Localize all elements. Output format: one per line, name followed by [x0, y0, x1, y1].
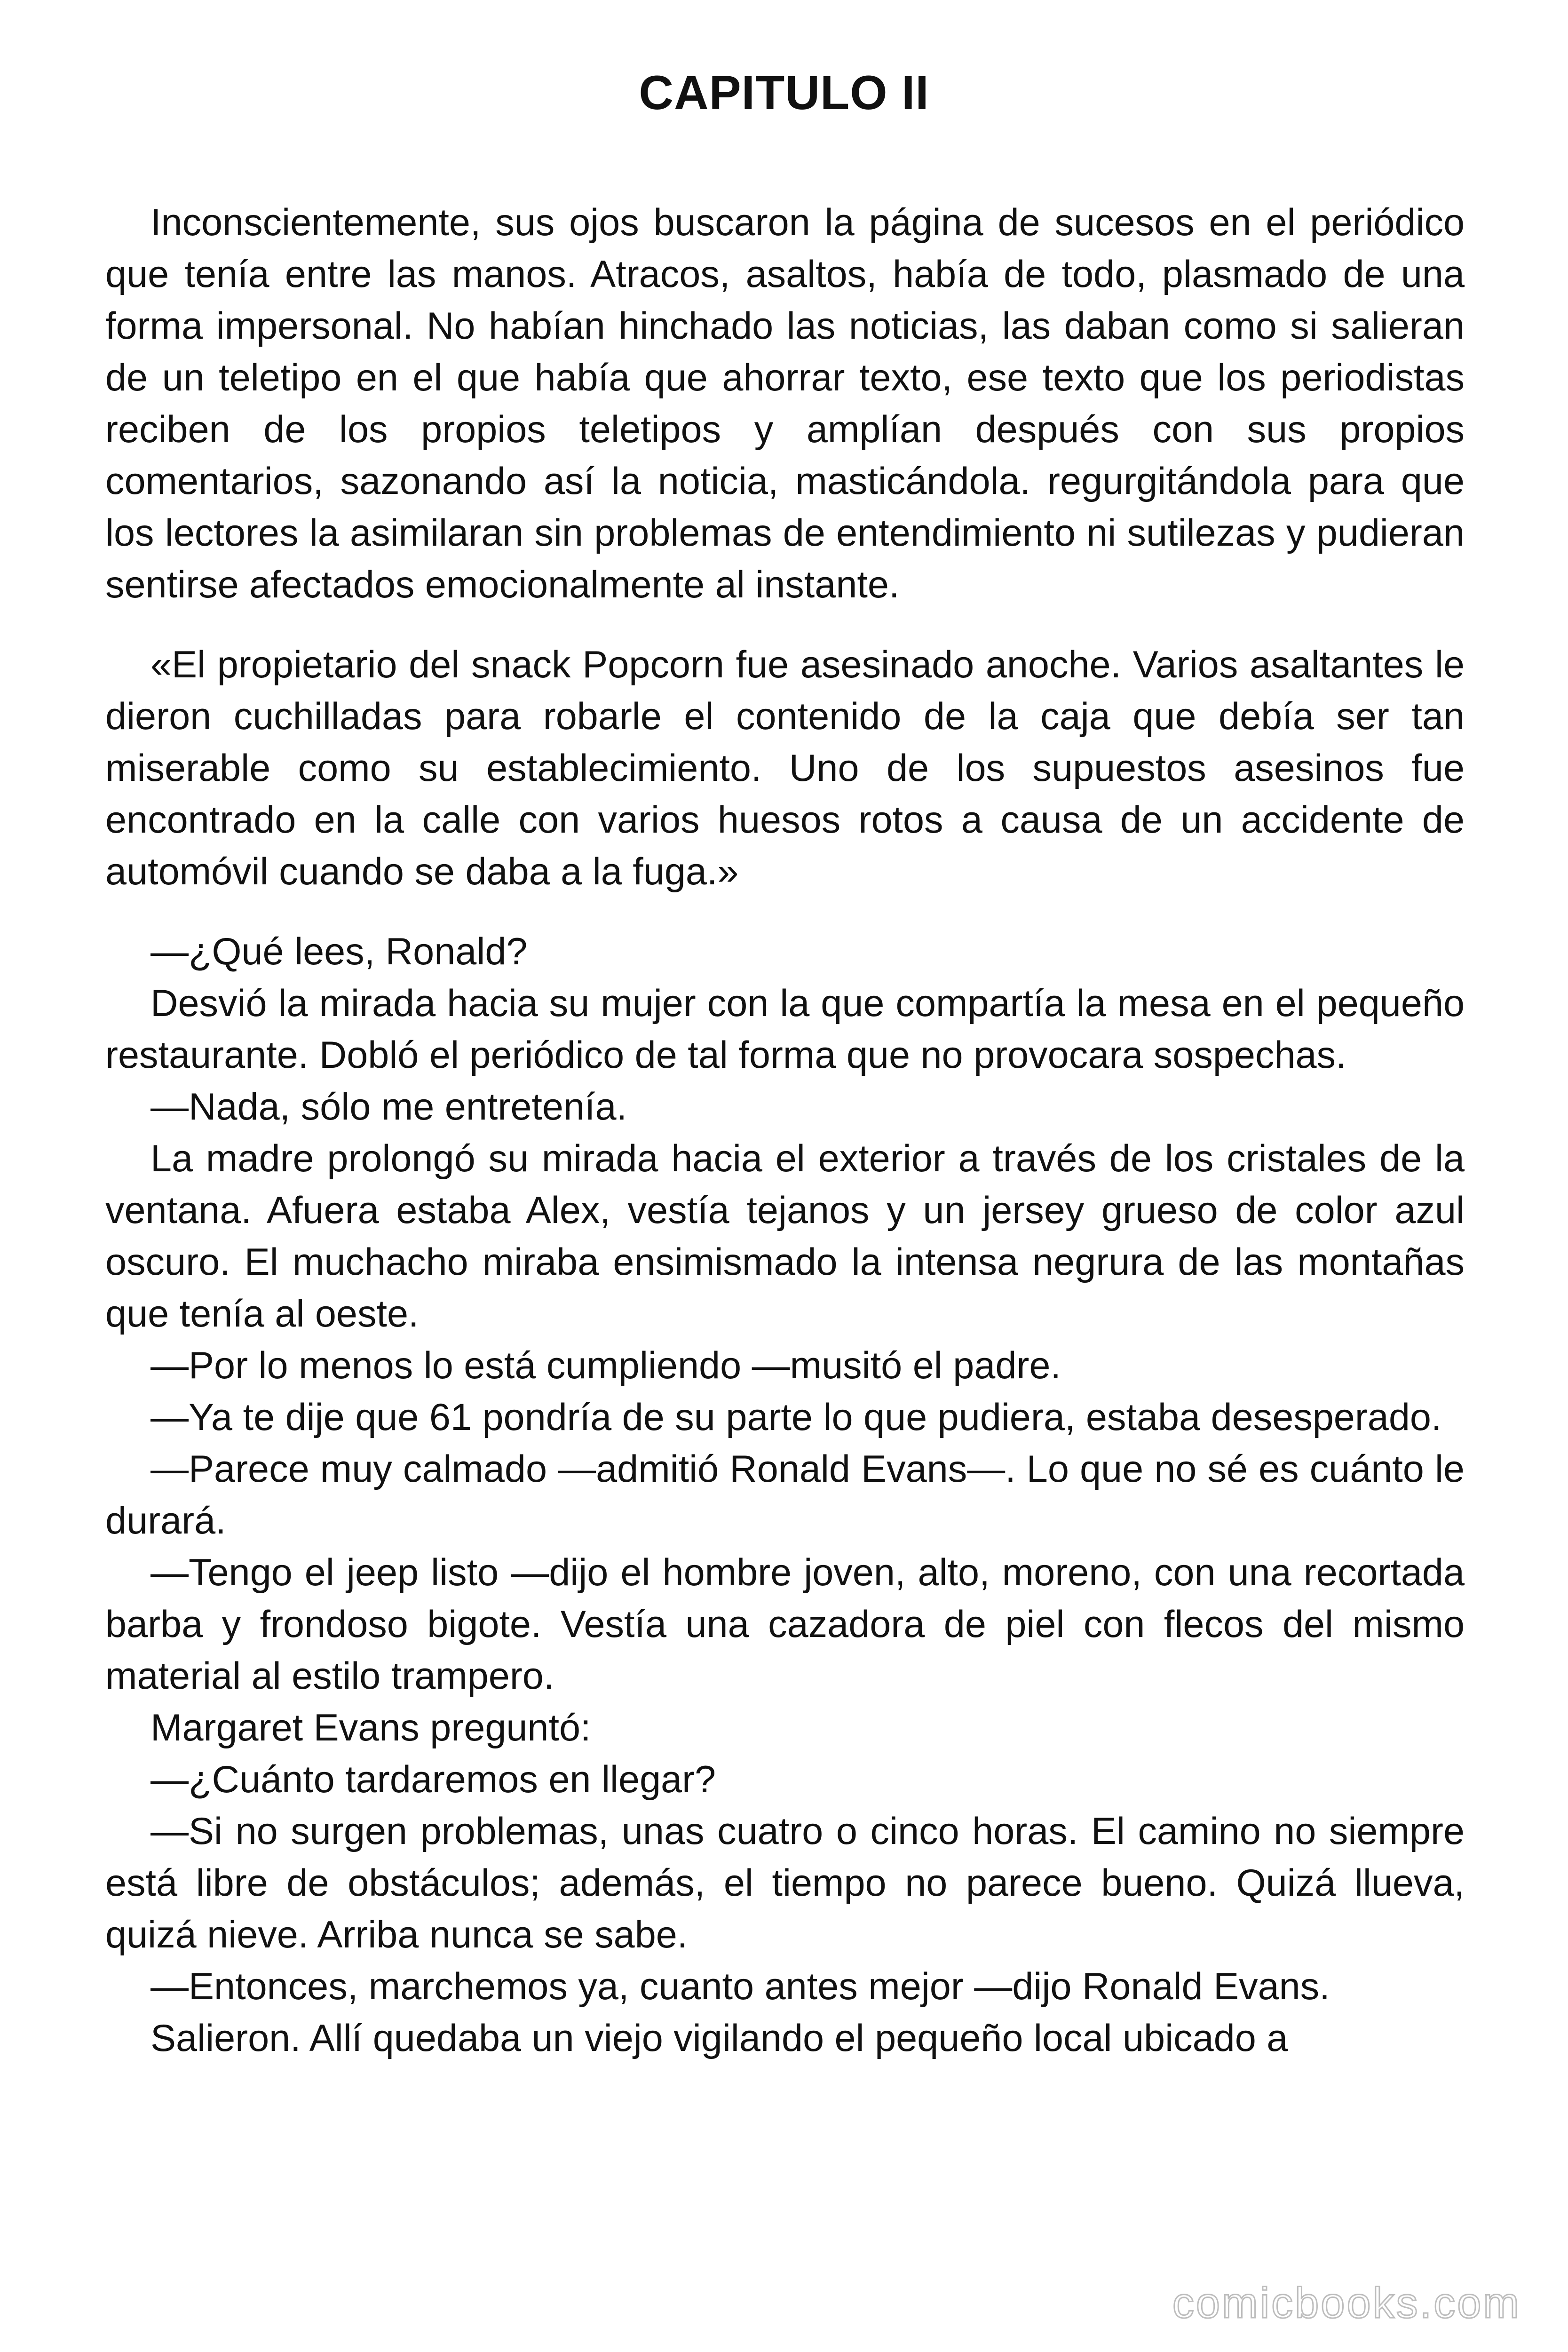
dialogue-line: —Entonces, marchemos ya, cuanto antes mejor —dijo Ronald Evans.: [150, 1965, 1330, 2008]
body-text: [105, 197, 1465, 2064]
dialogue-line: —Si no surgen problemas, unas cuatro o cinco horas. El camino no siempre está libre de obstáculos; además, el tiempo no parece bueno. Quizá llueva, quizá nieve. Arriba nunca se sabe.: [105, 1810, 1465, 1956]
narrative-paragraph: Salieron. Allí quedaba un viejo vigilando el pequeño local ubicado a: [150, 2017, 1288, 2059]
paragraph-news-quote: «El propietario del snack Popcorn fue asesinado anoche. Varios asaltantes le dieron cuchilladas para robarle el contenido de la caja que debía ser tan miserable como su establecimiento. Uno de los supuestos asesinos fue encontrado en la calle con varios huesos rotos a causa de un accidente de automóvil cuando se daba a la fuga.»: [105, 644, 1465, 893]
dialogue-line: —¿Cuánto tardaremos en llegar?: [150, 1758, 716, 1801]
dialogue-line: —¿Qué lees, Ronald?: [150, 930, 528, 973]
dialogue-line: —Tengo el jeep listo —dijo el hombre joven, alto, moreno, con una recortada barba y frondoso bigote. Vestía una cazadora de piel con flecos del mismo material al estilo trampero.: [105, 1551, 1465, 1697]
narrative-paragraph: Margaret Evans preguntó:: [150, 1707, 591, 1749]
chapter-title: CAPITULO II: [639, 66, 929, 119]
dialogue-line: —Por lo menos lo está cumpliendo —musitó el padre.: [150, 1344, 1061, 1387]
narrative-paragraph: Desvió la mirada hacia su mujer con la que compartía la mesa en el pequeño restaurante. Dobló el periódico de tal forma que no provocara sospechas.: [105, 982, 1465, 1076]
narrative-paragraph: La madre prolongó su mirada hacia el exterior a través de los cristales de la ventana. Afuera estaba Alex, vestía tejanos y un jersey grueso de color azul oscuro. El muchacho miraba ensimismado la intensa negrura de las montañas que tenía al oeste.: [105, 1137, 1465, 1335]
dialogue-line: —Nada, sólo me entretenía.: [150, 1086, 627, 1128]
watermark: comicbooks.com: [1172, 2279, 1521, 2327]
dialogue-line: —Ya te dije que 61 pondría de su parte lo que pudiera, estaba desesperado.: [150, 1396, 1442, 1438]
paragraph-intro: Inconscientemente, sus ojos buscaron la página de sucesos en el periódico que tenía entre las manos. Atracos, asaltos, había de todo, plasmado de una forma impersonal. No habían hinchado las noticias, las daban como si salieran de un teletipo en el que había que ahorrar texto, ese texto que los periodistas reciben de los propios teletipos y amplían después con sus propios comentarios, sazonando así la noticia, masticándola. regurgitándola para que los lectores la asimilaran sin problemas de entendimiento ni sutilezas y pudieran sentirse afectados emocionalmente al instante.: [105, 201, 1465, 606]
dialogue-line: —Parece muy calmado —admitió Ronald Evans—. Lo que no sé es cuánto le durará.: [105, 1448, 1465, 1542]
